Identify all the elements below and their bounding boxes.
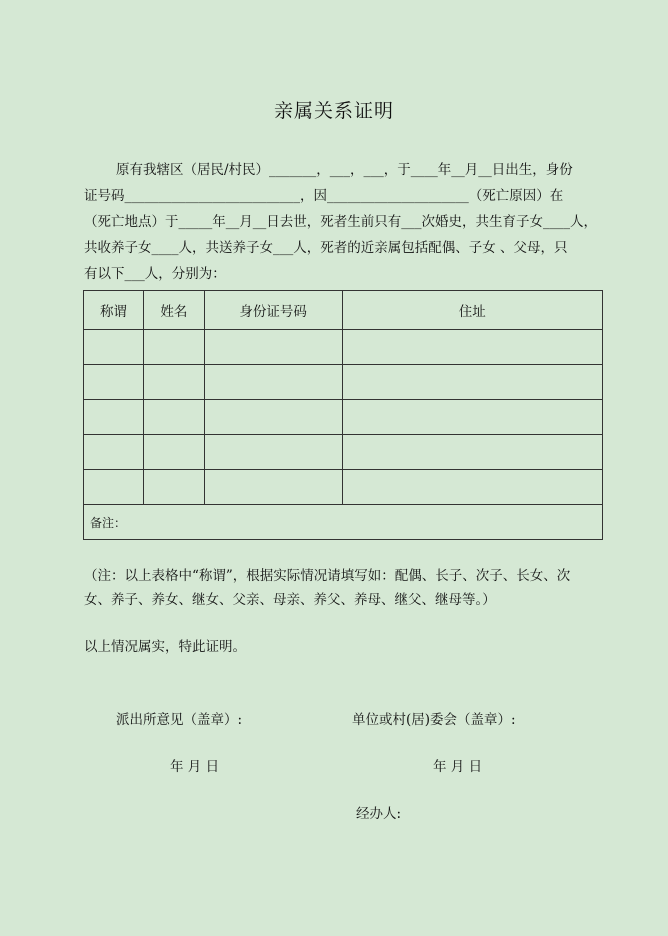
note-line: （注：以上表格中“称谓”，根据实际情况请填写如：配偶、长子、次子、长女、次: [84, 568, 571, 584]
header-name: 姓名: [143, 291, 204, 330]
table-header-row: [84, 291, 603, 330]
relation-cell[interactable]: [84, 435, 144, 470]
police-date: 年 月 日: [170, 759, 220, 775]
relation-cell[interactable]: [84, 470, 144, 505]
paragraph-line: 原有我辖区（居民/村民）_______，___，___，于____年__月__日出生，身份: [116, 162, 573, 178]
table-row: [84, 470, 603, 505]
relation-cell[interactable]: [84, 400, 144, 435]
name-cell[interactable]: [143, 400, 204, 435]
id-number-cell[interactable]: [204, 330, 342, 365]
address-cell[interactable]: [342, 330, 603, 365]
id-number-cell[interactable]: [204, 365, 342, 400]
header-relation: 称谓: [84, 291, 144, 330]
table-row: [84, 435, 603, 470]
relation-cell[interactable]: [84, 330, 144, 365]
address-cell[interactable]: [342, 365, 603, 400]
paragraph-line: 证号码__________________________，因_____________________（死亡原因）在: [84, 188, 564, 204]
remark-label: 备注：: [90, 515, 127, 530]
committee-opinion-label: 单位或村(居)委会（盖章）:: [352, 712, 516, 728]
name-cell[interactable]: [143, 330, 204, 365]
paragraph-line: 共收养子女____人，共送养子女___人，死者的近亲属包括配偶、子女 、父母，只: [84, 240, 568, 256]
table-row: [84, 365, 603, 400]
document-title: 亲属关系证明: [273, 100, 394, 122]
remark-cell[interactable]: [84, 505, 603, 540]
id-number-cell[interactable]: [204, 435, 342, 470]
header-address: 住址: [342, 291, 603, 330]
committee-date: 年 月 日: [433, 759, 483, 775]
id-number-cell[interactable]: [204, 400, 342, 435]
certificate-paragraph: [84, 157, 597, 287]
name-cell[interactable]: [143, 365, 204, 400]
address-cell[interactable]: [342, 400, 603, 435]
police-opinion-label: 派出所意见（盖章）:: [116, 712, 243, 728]
table-row: [84, 330, 603, 365]
header-id-number: 身份证号码: [204, 291, 342, 330]
table-row: [84, 400, 603, 435]
id-number-cell[interactable]: [204, 470, 342, 505]
relatives-table: [83, 290, 603, 540]
paragraph-line: （死亡地点）于_____年__月__日去世，死者生前只有___次婚史，共生育子女____人，: [84, 214, 597, 230]
address-cell[interactable]: [342, 470, 603, 505]
fill-note: [84, 564, 584, 612]
address-cell[interactable]: [342, 435, 603, 470]
relation-cell[interactable]: [84, 365, 144, 400]
name-cell[interactable]: [143, 470, 204, 505]
note-line: 女、养子、养女、继女、父亲、母亲、养父、养母、继父、继母等。）: [84, 592, 496, 608]
paragraph-line: 有以下___人，分别为：: [84, 266, 226, 282]
certification-statement: 以上情况属实，特此证明。: [84, 639, 246, 655]
remark-row: [84, 505, 603, 540]
name-cell[interactable]: [143, 435, 204, 470]
handler-label: 经办人:: [356, 806, 402, 822]
